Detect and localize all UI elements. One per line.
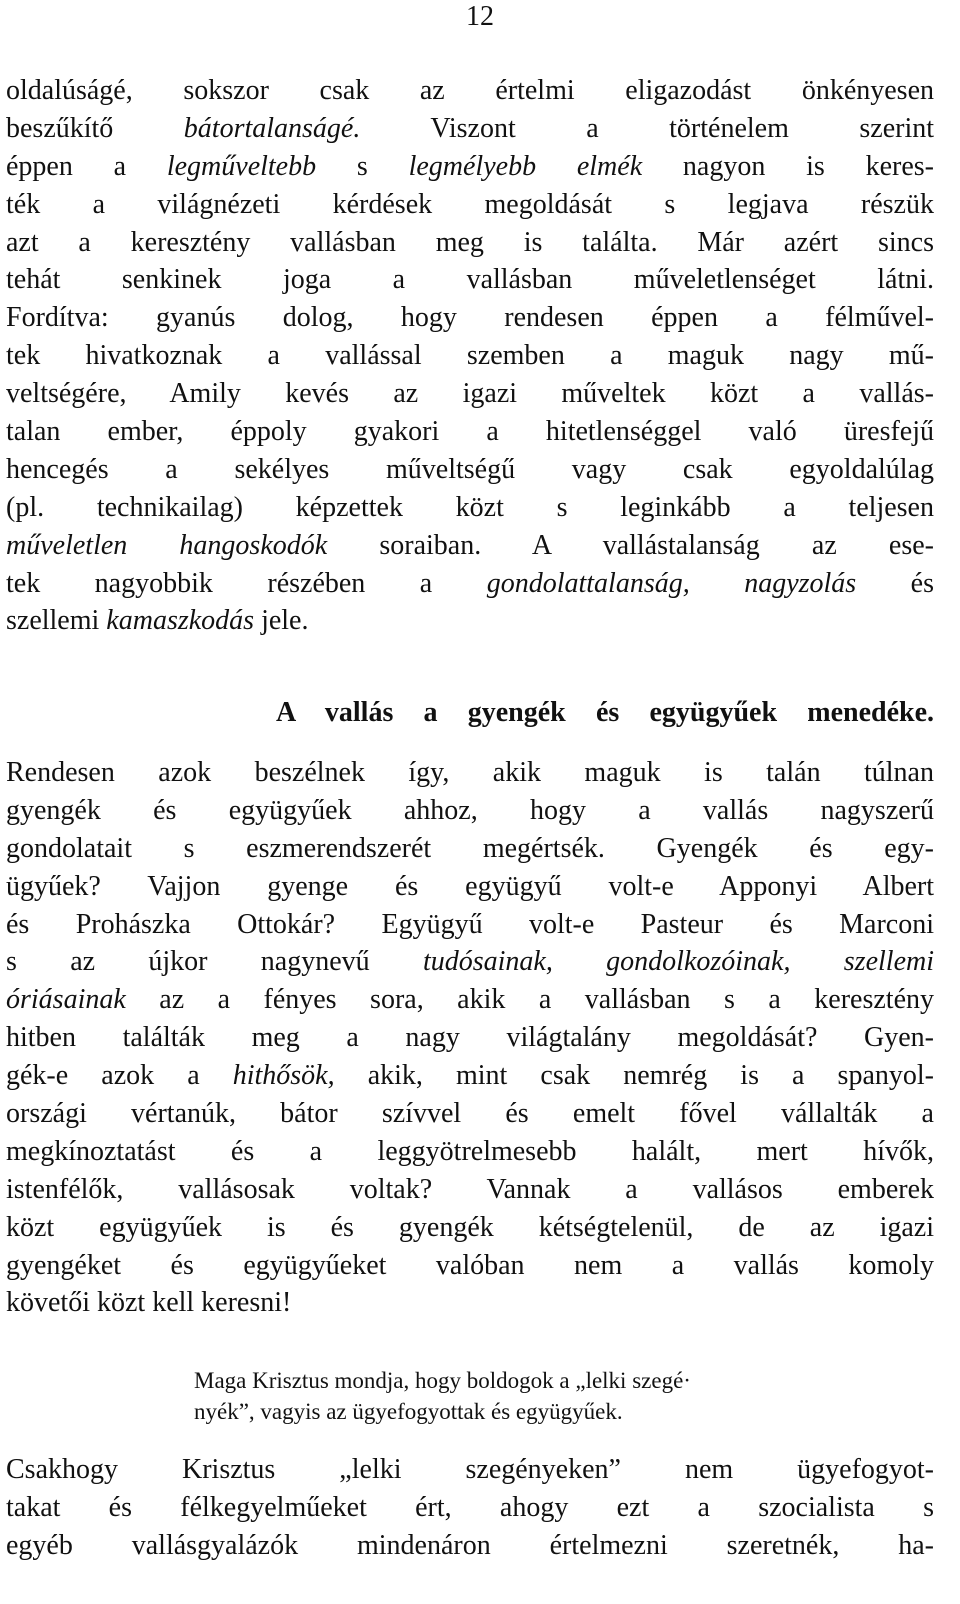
paragraph-1 [6, 72, 934, 640]
paragraph2-line [6, 1171, 934, 1209]
paragraph1-line [6, 72, 934, 110]
paragraph1-line [6, 148, 934, 186]
paragraph1-line [6, 489, 934, 527]
text-run: és Prohászka Ottokár? Együgyű volt-e Pasteur és Marconi [6, 908, 934, 940]
paragraph1-line [6, 451, 934, 489]
paragraph1-line [6, 375, 934, 413]
text-run: Csakhogy Krisztus „lelki szegényeken” nem ügyefogyot- [6, 1454, 934, 1485]
paragraph1-line [6, 261, 934, 299]
quote-line-2: nyék”, vagyis az ügyefogyottak és együgyűek. [194, 1399, 623, 1424]
text-run: tehát senkinek joga a vallásban műveletlenséget látni. [6, 264, 934, 296]
paragraph3-line [6, 1527, 934, 1565]
paragraph1-line [6, 337, 934, 375]
text-run: hencegés a sekélyes műveltségű vagy csak egyoldalúlag [6, 453, 934, 485]
text-run: követői közt kell keresni! [6, 1287, 292, 1319]
paragraph2-line [6, 1284, 934, 1322]
text-run: gyengék és együgyűek ahhoz, hogy a vallás nagyszerű [6, 794, 934, 826]
paragraph1-line [6, 413, 934, 451]
text-run: gondolatait s eszmerendszerét megértsék. Gyengék és egy- [6, 832, 934, 864]
paragraph2-line [6, 1057, 934, 1095]
text-run: gék-e azok a [6, 1060, 233, 1092]
paragraph-2 [6, 754, 934, 1322]
italic-text: tudósainak, gondolkozóinak, szellemi [422, 946, 934, 978]
text-run: közt együgyűek is és gyengék kétségtelenül, de az igazi [6, 1211, 934, 1243]
text-run: jele. [254, 605, 309, 637]
text-run: Fordítva: gyanús dolog, hogy rendesen éppen a félművel- [6, 302, 934, 334]
italic-text: legmélyebb elmék [408, 150, 643, 182]
text-run: beszűkítő [6, 112, 184, 144]
text-run: azt a keresztény vallásban meg is találta. Már azért sincs [6, 226, 934, 258]
paragraph2-line [6, 1247, 934, 1285]
text-run: tek hivatkoznak a vallással szemben a maguk nagy mű- [6, 340, 934, 372]
text-run: soraiban. A vallástalanság az ese- [327, 529, 935, 561]
paragraph1-line [6, 224, 934, 262]
text-run: nagyon is keres- [642, 150, 934, 182]
text-run: egyéb vallásgyalázók mindenáron értelmezni szeretnék, ha- [6, 1529, 934, 1561]
paragraph1-line [6, 527, 934, 565]
paragraph2-line [6, 868, 934, 906]
paragraph3-line [6, 1489, 934, 1527]
block-quote [194, 1365, 794, 1427]
text-run: az a fényes sora, akik a vallásban s a keresztény [125, 984, 934, 1016]
paragraph2-line [6, 792, 934, 830]
text-run: szellemi [6, 605, 107, 637]
text-run: gyengéket és együgyűeket valóban nem a vallás komoly [6, 1249, 934, 1281]
paragraph3-line [6, 1451, 934, 1489]
text-run: megkínoztatást és a leggyötrelmesebb halált, mert hívők, [6, 1135, 934, 1167]
text-run: akik, mint csak nemrég is a spanyol- [334, 1060, 934, 1092]
paragraph2-line [6, 754, 934, 792]
italic-text: óriásainak [6, 984, 126, 1016]
italic-text: gondolattalanság, nagyzolás [486, 567, 857, 599]
paragraph1-line [6, 186, 934, 224]
paragraph1-line [6, 565, 934, 603]
paragraph2-line [6, 1095, 934, 1133]
text-run: Rendesen azok beszélnek így, akik maguk is talán túlnan [6, 757, 934, 788]
text-run: s az újkor nagynevű [6, 946, 423, 978]
paragraph1-line [6, 602, 934, 640]
paragraph2-line [6, 1133, 934, 1171]
paragraph2-line [6, 1209, 934, 1247]
text-run: ügyűek? Vajjon gyenge és együgyű volt-e Apponyi Albert [6, 870, 934, 902]
text-run: ték a világnézeti kérdések megoldását s legjava részük [6, 188, 934, 220]
section-heading: A vallás a gyengék és együgyűek menedéke. [276, 697, 934, 728]
paragraph2-line [6, 830, 934, 868]
text-run: s [316, 150, 409, 182]
quote-line-1: Maga Krisztus mondja, hogy boldogok a „lelki szegé· [194, 1368, 691, 1393]
paragraph1-line [6, 299, 934, 337]
paragraph2-line [6, 906, 934, 944]
paragraph-3 [6, 1451, 934, 1565]
text-run: Viszont a történelem szerint [360, 112, 934, 144]
text-run: oldalúságé, sokszor csak az értelmi eligazodást önkényesen [6, 75, 934, 106]
italic-text: kamaszkodás [106, 605, 255, 637]
text-run: országi vértanúk, bátor szívvel és emelt fővel vállalták a [6, 1098, 934, 1130]
text-run: hitben találták meg a nagy világtalány megoldását? Gyen- [6, 1022, 934, 1054]
text-run: és [856, 567, 935, 599]
paragraph1-line [6, 110, 934, 148]
paragraph2-line [6, 981, 934, 1019]
text-run: éppen a [6, 150, 167, 182]
text-run: talan ember, éppoly gyakori a hitetlenséggel való üresfejű [6, 416, 934, 448]
italic-text: műveletlen hangoskodók [6, 529, 328, 561]
italic-text: legműveltebb [166, 150, 317, 182]
italic-text: bátortalanságé. [183, 112, 361, 144]
paragraph2-line [6, 1019, 934, 1057]
text-run: (pl. technikailag) képzettek közt s leginkább a teljesen [6, 491, 934, 523]
italic-text: hithősök, [232, 1060, 335, 1092]
text-run: istenfélők, vallásosak voltak? Vannak a vallásos emberek [6, 1173, 934, 1205]
paragraph2-line [6, 943, 934, 981]
page-number: 12 [466, 1, 494, 32]
text-run: veltségére, Amily kevés az igazi műveltek közt a vallás- [6, 378, 934, 410]
text-run: takat és félkegyelműeket ért, ahogy ezt a szocialista s [6, 1491, 934, 1523]
text-run: tek nagyobbik részében a [6, 567, 487, 599]
